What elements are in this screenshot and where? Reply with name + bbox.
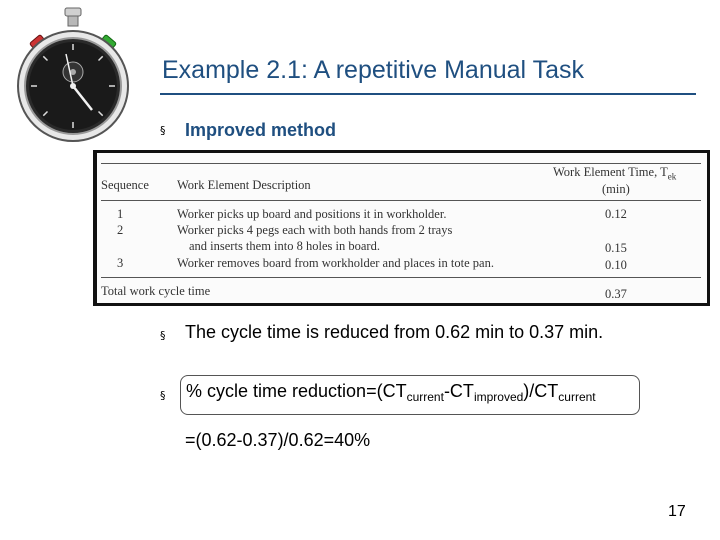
total-label: Total work cycle time [101, 284, 211, 298]
col-header-time: Work Element Time, $T_{ek}$ [553, 165, 677, 182]
col-header-description: Work Element Description [177, 178, 311, 192]
row-1-time: 0.12 [605, 207, 627, 221]
row-3-seq: 3 [117, 256, 124, 270]
bullet-marker: § [160, 329, 166, 342]
page-number: 17 [668, 503, 686, 520]
row-3-time: 0.10 [605, 258, 627, 272]
row-2b-desc: and inserts them into 8 holes in board. [189, 239, 380, 253]
row-2-desc: Worker picks 4 pegs each with both hands from 2 trays [177, 223, 453, 237]
row-2-seq: 2 [117, 223, 124, 237]
subheading: Improved method [185, 120, 337, 140]
row-1-seq: 1 [117, 207, 124, 221]
col-header-sequence: Sequence [101, 178, 149, 192]
bullet-marker: § [160, 389, 166, 402]
reduction-calculation: =(0.62-0.37)/0.62=40% [185, 430, 371, 450]
cycle-time-statement: The cycle time is reduced from 0.62 min to 0.37 min. [185, 322, 604, 342]
stopwatch-icon [14, 6, 132, 148]
reduction-formula: % cycle time $reduction=(CT_{current}-CT_{improved})/CT_{current}$ [186, 381, 596, 404]
total-value: 0.37 [605, 287, 627, 301]
row-1-desc: Worker picks up board and positions it in workholder. [177, 207, 447, 221]
table-top-rule [101, 163, 701, 164]
work-element-table [93, 150, 710, 306]
table-header-rule [101, 200, 701, 201]
row-3-desc: Worker removes board from workholder and places in tote pan. [177, 256, 494, 270]
bullet-marker: § [160, 124, 166, 137]
row-2-time: 0.15 [605, 241, 627, 255]
table-total-rule [101, 277, 701, 278]
col-header-time-unit: (min) [602, 182, 630, 196]
slide-title: Example 2.1: A repetitive Manual Task [162, 56, 584, 84]
title-rule [160, 93, 696, 95]
